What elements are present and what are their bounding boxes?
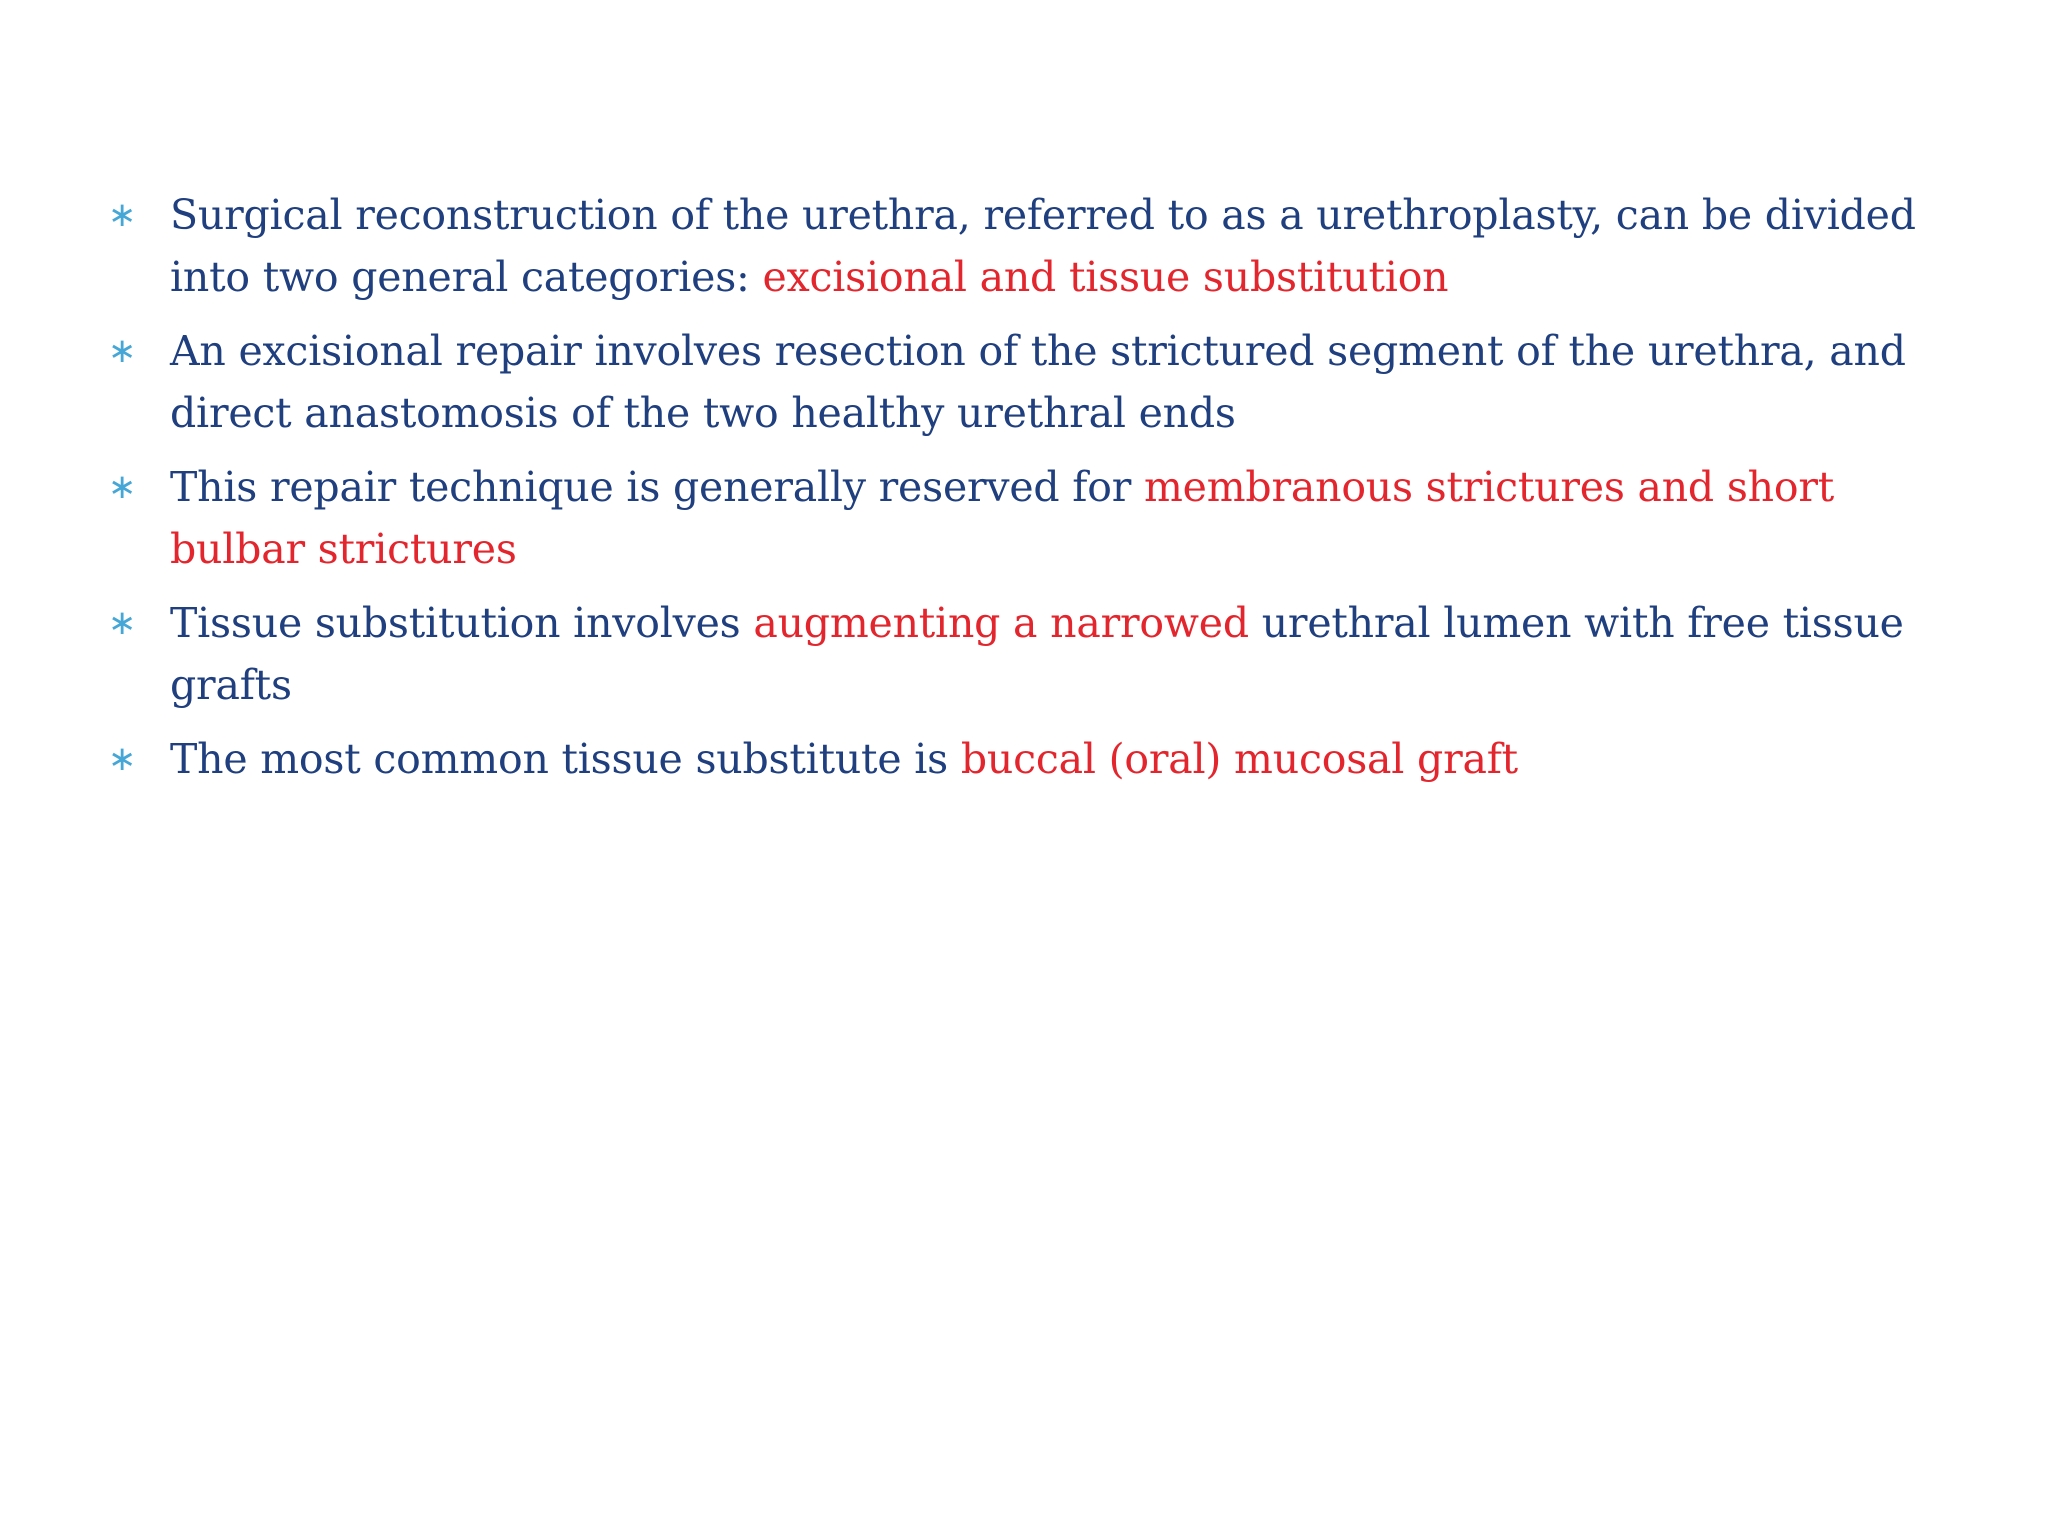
bullet-text (170, 320, 1968, 444)
body-text: An excisional repair involves resection of the strictured segment of the urethra, and direct anastomosis of the two healthy urethral ends (170, 327, 1906, 437)
bullet-text (170, 184, 1968, 308)
asterisk-bullet-icon: ∗ (108, 603, 137, 643)
asterisk-bullet-icon: ∗ (108, 331, 137, 371)
bullet-item (108, 184, 1968, 308)
body-text: urethral lumen with free tissue grafts (170, 599, 1904, 709)
highlighted-text: membranous strictures and short bulbar strictures (170, 463, 1835, 573)
asterisk-bullet-icon: ∗ (108, 739, 137, 779)
highlighted-text: excisional and tissue substitution (762, 253, 1449, 301)
asterisk-bullet-icon: ∗ (108, 467, 137, 507)
body-text: This repair technique is generally reserved for (170, 463, 1144, 511)
bullet-item (108, 728, 1968, 790)
bullet-text (170, 728, 1968, 790)
asterisk-bullet-icon: ∗ (108, 195, 137, 235)
highlighted-text: buccal (oral) mucosal graft (960, 735, 1518, 783)
bullet-item (108, 456, 1968, 580)
bullet-item (108, 592, 1968, 716)
bullet-list (108, 184, 1968, 802)
body-text: The most common tissue substitute is (170, 735, 961, 783)
bullet-text (170, 456, 1968, 580)
bullet-text (170, 592, 1968, 716)
highlighted-text: augmenting a narrowed (753, 599, 1249, 647)
body-text: Tissue substitution involves (170, 599, 754, 647)
bullet-item (108, 320, 1968, 444)
body-text: Surgical reconstruction of the urethra, referred to as a urethroplasty, can be divided into two general categories: (170, 191, 1916, 301)
